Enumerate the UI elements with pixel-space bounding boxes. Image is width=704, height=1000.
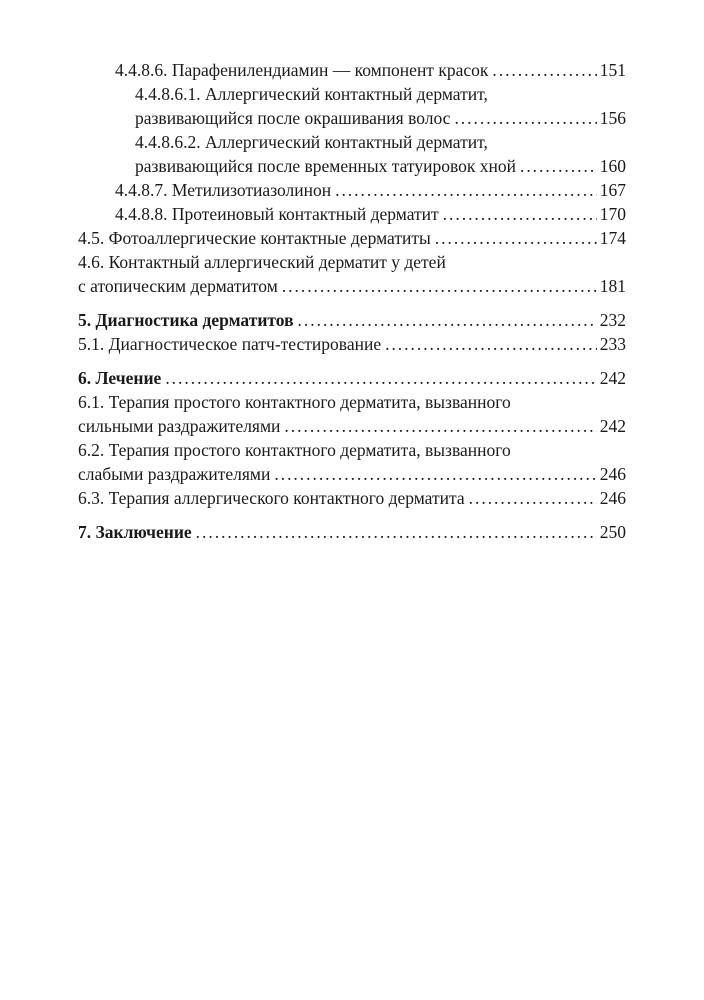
toc-page-number: 170 bbox=[599, 204, 626, 224]
toc-entry-title: 4.6. Контактный аллергический дерматит у детей bbox=[78, 252, 446, 272]
toc-entry-title-cont: сильными раздражителями bbox=[78, 416, 281, 436]
toc-dot-leader bbox=[520, 154, 597, 178]
toc-entry[interactable] bbox=[115, 178, 626, 202]
toc-dot-leader bbox=[335, 178, 597, 202]
toc-dot-leader bbox=[492, 58, 596, 82]
toc-page-number: 181 bbox=[599, 276, 626, 296]
toc-dot-leader bbox=[165, 366, 596, 390]
toc-dot-leader bbox=[443, 202, 597, 226]
toc-page-number: 151 bbox=[599, 60, 626, 80]
toc-entry-title: 4.5. Фотоаллергические контактные дерматиты bbox=[78, 228, 431, 248]
toc-entry[interactable] bbox=[115, 58, 626, 82]
toc-entry[interactable] bbox=[78, 438, 626, 486]
toc-page-number: 174 bbox=[599, 228, 626, 248]
toc-dot-leader bbox=[274, 462, 596, 486]
toc-entry[interactable] bbox=[115, 202, 626, 226]
toc-dot-leader bbox=[298, 308, 597, 332]
toc-chapter-title: 7. Заключение bbox=[78, 522, 192, 542]
toc-entry[interactable] bbox=[78, 250, 626, 298]
toc-entry[interactable] bbox=[78, 332, 626, 356]
toc-entry-title: 6.1. Терапия простого контактного дерматита, вызванного bbox=[78, 392, 511, 412]
toc-dot-leader bbox=[435, 226, 597, 250]
toc-dot-leader bbox=[469, 486, 597, 510]
toc-entry[interactable] bbox=[78, 226, 626, 250]
toc-page-number: 156 bbox=[599, 108, 626, 128]
toc-entry-title-cont: слабыми раздражителями bbox=[78, 464, 271, 484]
toc-entry[interactable] bbox=[78, 486, 626, 510]
toc-entry-title: 6.3. Терапия аллергического контактного дерматита bbox=[78, 488, 465, 508]
toc-chapter-entry[interactable] bbox=[78, 366, 626, 390]
toc-dot-leader bbox=[454, 106, 596, 130]
toc-entry-title-cont: с атопическим дерматитом bbox=[78, 276, 278, 296]
toc-dot-leader bbox=[284, 414, 596, 438]
toc-entry-title: 4.4.8.6.1. Аллергический контактный дерматит, bbox=[135, 84, 488, 104]
toc-page-number: 242 bbox=[599, 368, 626, 388]
toc-chapter-title: 6. Лечение bbox=[78, 368, 162, 388]
toc-entry-title: 4.4.8.8. Протеиновый контактный дерматит bbox=[115, 204, 439, 224]
toc-page-number: 167 bbox=[599, 180, 626, 200]
toc-chapter-title: 5. Диагностика дерматитов bbox=[78, 310, 294, 330]
toc-dot-leader bbox=[282, 274, 597, 298]
toc-entry-title: 4.4.8.6.2. Аллергический контактный дерматит, bbox=[135, 132, 488, 152]
toc-entry-title: 6.2. Терапия простого контактного дерматита, вызванного bbox=[78, 440, 511, 460]
toc-page-number: 160 bbox=[599, 156, 626, 176]
toc-entry-title-cont: развивающийся после окрашивания волос bbox=[135, 108, 451, 128]
toc-dot-leader bbox=[385, 332, 597, 356]
toc-page-number: 250 bbox=[599, 522, 626, 542]
toc-entry-title: 4.4.8.7. Метилизотиазолинон bbox=[115, 180, 332, 200]
toc-entry-title: 4.4.8.6. Парафенилендиамин — компонент красок bbox=[115, 60, 489, 80]
toc-entry-title: 5.1. Диагностическое патч-тестирование bbox=[78, 334, 382, 354]
toc-entry[interactable] bbox=[135, 82, 626, 130]
toc-chapter-entry[interactable] bbox=[78, 308, 626, 332]
toc-page-number: 246 bbox=[599, 488, 626, 508]
toc-chapter-entry[interactable] bbox=[78, 520, 626, 544]
toc-page-number: 232 bbox=[599, 310, 626, 330]
table-of-contents bbox=[0, 58, 704, 544]
toc-dot-leader bbox=[196, 520, 597, 544]
toc-entry[interactable] bbox=[78, 390, 626, 438]
toc-page-number: 246 bbox=[599, 464, 626, 484]
toc-entry[interactable] bbox=[135, 130, 626, 178]
toc-entry-title-cont: развивающийся после временных татуировок хной bbox=[135, 156, 516, 176]
toc-page-number: 233 bbox=[599, 334, 626, 354]
toc-page-number: 242 bbox=[599, 416, 626, 436]
